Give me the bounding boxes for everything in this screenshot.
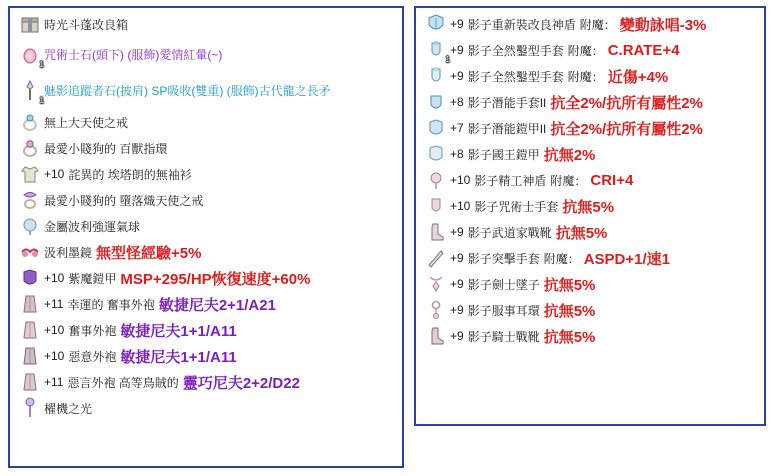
item-bonus: 抗無5% [555, 224, 608, 242]
item-count: 1 [39, 96, 44, 105]
ring2-icon[interactable] [16, 135, 44, 161]
enchant-label: 附魔： [567, 69, 604, 84]
item-name: 紫魔鎧甲 [68, 271, 117, 286]
armor2-icon[interactable] [422, 141, 450, 167]
glove2-icon[interactable] [422, 63, 450, 89]
item-name: 影子全然鑿型手套 [467, 69, 564, 84]
item-name: 影子騎士戰靴 [467, 329, 540, 344]
glove3-icon[interactable] [422, 89, 450, 115]
item-name: 時光斗蓬改良箱 [44, 17, 129, 32]
right-item-list [416, 8, 764, 349]
item-row[interactable] [420, 37, 762, 63]
item-row[interactable] [14, 135, 400, 161]
item-row[interactable] [14, 187, 400, 213]
item-refine-level: +9 [450, 251, 464, 265]
box-icon[interactable] [16, 11, 44, 37]
item-name: 無上大天使之戒 [44, 115, 129, 130]
item-refine-level: +8 [450, 95, 464, 109]
ring-icon[interactable] [16, 109, 44, 135]
item-row[interactable] [420, 115, 762, 141]
item-bonus: 抗全2%/抗所有屬性2% [550, 94, 703, 112]
right-equipment-panel [414, 6, 766, 426]
item-refine-level: +10 [44, 167, 65, 181]
item-row[interactable] [420, 167, 762, 193]
item-refine-level: +11 [44, 375, 64, 389]
item-name: 咒術士石(頭下) (服飾)愛情紅暈(~) [44, 48, 223, 62]
spear-icon[interactable] [16, 78, 44, 104]
glove-icon[interactable] [422, 37, 450, 63]
item-refine-level: +9 [450, 17, 464, 31]
item-count: 1 [445, 55, 450, 64]
item-refine-level: +10 [44, 323, 65, 337]
item-bonus: 近傷+4% [607, 68, 669, 86]
item-row[interactable] [14, 37, 400, 73]
item-row[interactable] [14, 239, 400, 265]
item-bonus: 抗全2%/抗所有屬性2% [550, 120, 703, 138]
item-name: 櫂機之光 [44, 401, 93, 416]
enchant-label: 附魔： [550, 173, 587, 188]
ink-icon[interactable] [16, 239, 44, 265]
item-name: 影子劍士墜子 [467, 277, 540, 292]
item-bonus: CRI+4 [590, 171, 634, 189]
item-refine-level: +10 [450, 173, 471, 187]
item-row[interactable] [14, 343, 400, 369]
item-name: 最愛小賤狗的 墮落熾天使之戒 [44, 193, 204, 208]
boots-icon[interactable] [422, 219, 450, 245]
shield-icon[interactable] [422, 11, 450, 37]
item-bonus: 變動詠唱-3% [619, 16, 707, 34]
weapon-icon[interactable] [422, 245, 450, 271]
item-refine-level: +9 [450, 225, 464, 239]
item-refine-level: +10 [44, 349, 65, 363]
item-name: 影子重新裝改良神盾 [467, 17, 576, 32]
item-row[interactable] [14, 161, 400, 187]
earring-icon[interactable] [422, 297, 450, 323]
item-refine-level: +9 [450, 43, 464, 57]
item-refine-level: +9 [450, 69, 464, 83]
item-name: 影子國王鎧甲 [467, 147, 540, 162]
item-row[interactable] [14, 265, 400, 291]
cloak-icon[interactable] [16, 291, 44, 317]
item-row[interactable] [420, 11, 762, 37]
gem-icon[interactable] [16, 42, 44, 68]
item-name: 金屬波利強運氣球 [44, 219, 141, 234]
item-name: 影子精工神盾 [474, 173, 547, 188]
staff-icon[interactable] [16, 395, 44, 421]
item-refine-level: +8 [450, 147, 464, 161]
item-name: 影子咒術士手套 [474, 199, 559, 214]
item-bonus: 敏捷尼夫1+1/A11 [120, 348, 237, 366]
item-row[interactable] [14, 213, 400, 239]
item-row[interactable] [420, 63, 762, 89]
enchant-label: 附魔： [543, 251, 580, 266]
item-row[interactable] [420, 245, 762, 271]
item-name: 詫異的 埃塔朗的無袖衫 [68, 167, 192, 182]
item-name: 影子潛能鎧甲II [467, 121, 547, 136]
shirt-icon[interactable] [16, 161, 44, 187]
accessory-icon[interactable] [422, 167, 450, 193]
item-row[interactable] [420, 323, 762, 349]
enchant-label: 附魔： [579, 17, 616, 32]
item-name: 汲利墨鏡 [44, 245, 93, 260]
item-row[interactable] [14, 317, 400, 343]
item-refine-level: +10 [450, 199, 471, 213]
item-bonus: 敏捷尼夫2+1/A21 [158, 296, 276, 314]
enchant-label: 附魔： [567, 43, 604, 58]
item-row[interactable] [14, 291, 400, 317]
item-name: 惡意外袍 [68, 349, 117, 364]
left-inventory-panel [8, 6, 404, 468]
item-name: 魅影追蹤者石(披肩) SP吸收(雙重) (服飾)古代龍之長矛 [44, 84, 331, 98]
item-row[interactable] [14, 395, 400, 421]
item-row[interactable] [420, 193, 762, 219]
left-item-list [10, 8, 402, 421]
item-bonus: 抗無5% [543, 328, 596, 346]
item-row[interactable] [420, 297, 762, 323]
item-row[interactable] [14, 73, 400, 109]
item-refine-level: +9 [450, 277, 464, 291]
cloak3-icon[interactable] [16, 343, 44, 369]
boots2-icon[interactable] [422, 323, 450, 349]
item-bonus: C.RATE+4 [607, 41, 680, 59]
item-bonus: MSP+295/HP恢復速度+60% [120, 270, 311, 288]
item-refine-level: +9 [450, 329, 464, 343]
item-name: 影子全然鑿型手套 [467, 43, 564, 58]
item-refine-level: +7 [450, 121, 464, 135]
item-name: 幸運的 奮事外袍 [67, 297, 155, 312]
item-refine-level: +10 [44, 271, 65, 285]
item-name: 影子武道家戰靴 [467, 225, 552, 240]
glove4-icon[interactable] [422, 193, 450, 219]
armor-icon[interactable] [422, 115, 450, 141]
aura-icon[interactable] [16, 213, 44, 239]
item-refine-level: +11 [44, 297, 64, 311]
item-bonus: 抗無2% [543, 146, 596, 164]
item-name: 影子潛能手套II [467, 95, 547, 110]
item-bonus: 無型怪經驗+5% [96, 244, 202, 262]
item-bonus: 敏捷尼夫1+1/A11 [120, 322, 237, 340]
item-bonus: 抗無5% [562, 198, 615, 216]
item-name: 惡言外袍 高等鳥賊的 [67, 375, 179, 390]
item-row[interactable] [420, 89, 762, 115]
wing-icon[interactable] [16, 187, 44, 213]
item-row[interactable] [14, 369, 400, 395]
item-name: 影子服事耳環 [467, 303, 540, 318]
item-bonus: ASPD+1/速1 [583, 250, 671, 268]
item-bonus: 抗無5% [543, 302, 596, 320]
item-name: 最愛小賤狗的 百獸指環 [44, 141, 168, 156]
cloak2-icon[interactable] [16, 317, 44, 343]
item-name: 影子突擊手套 [467, 251, 540, 266]
item-count: 1 [39, 60, 44, 69]
item-row[interactable] [14, 109, 400, 135]
item-row[interactable] [420, 219, 762, 245]
item-row[interactable] [14, 11, 400, 37]
item-refine-level: +9 [450, 303, 464, 317]
cloak4-icon[interactable] [16, 369, 44, 395]
armor-purple-icon[interactable] [16, 265, 44, 291]
item-bonus: 靈巧尼夫2+2/D22 [182, 374, 300, 392]
item-bonus: 抗無5% [543, 276, 596, 294]
item-row[interactable] [420, 271, 762, 297]
item-name: 奮事外袍 [68, 323, 117, 338]
pendant-icon[interactable] [422, 271, 450, 297]
item-row[interactable] [420, 141, 762, 167]
